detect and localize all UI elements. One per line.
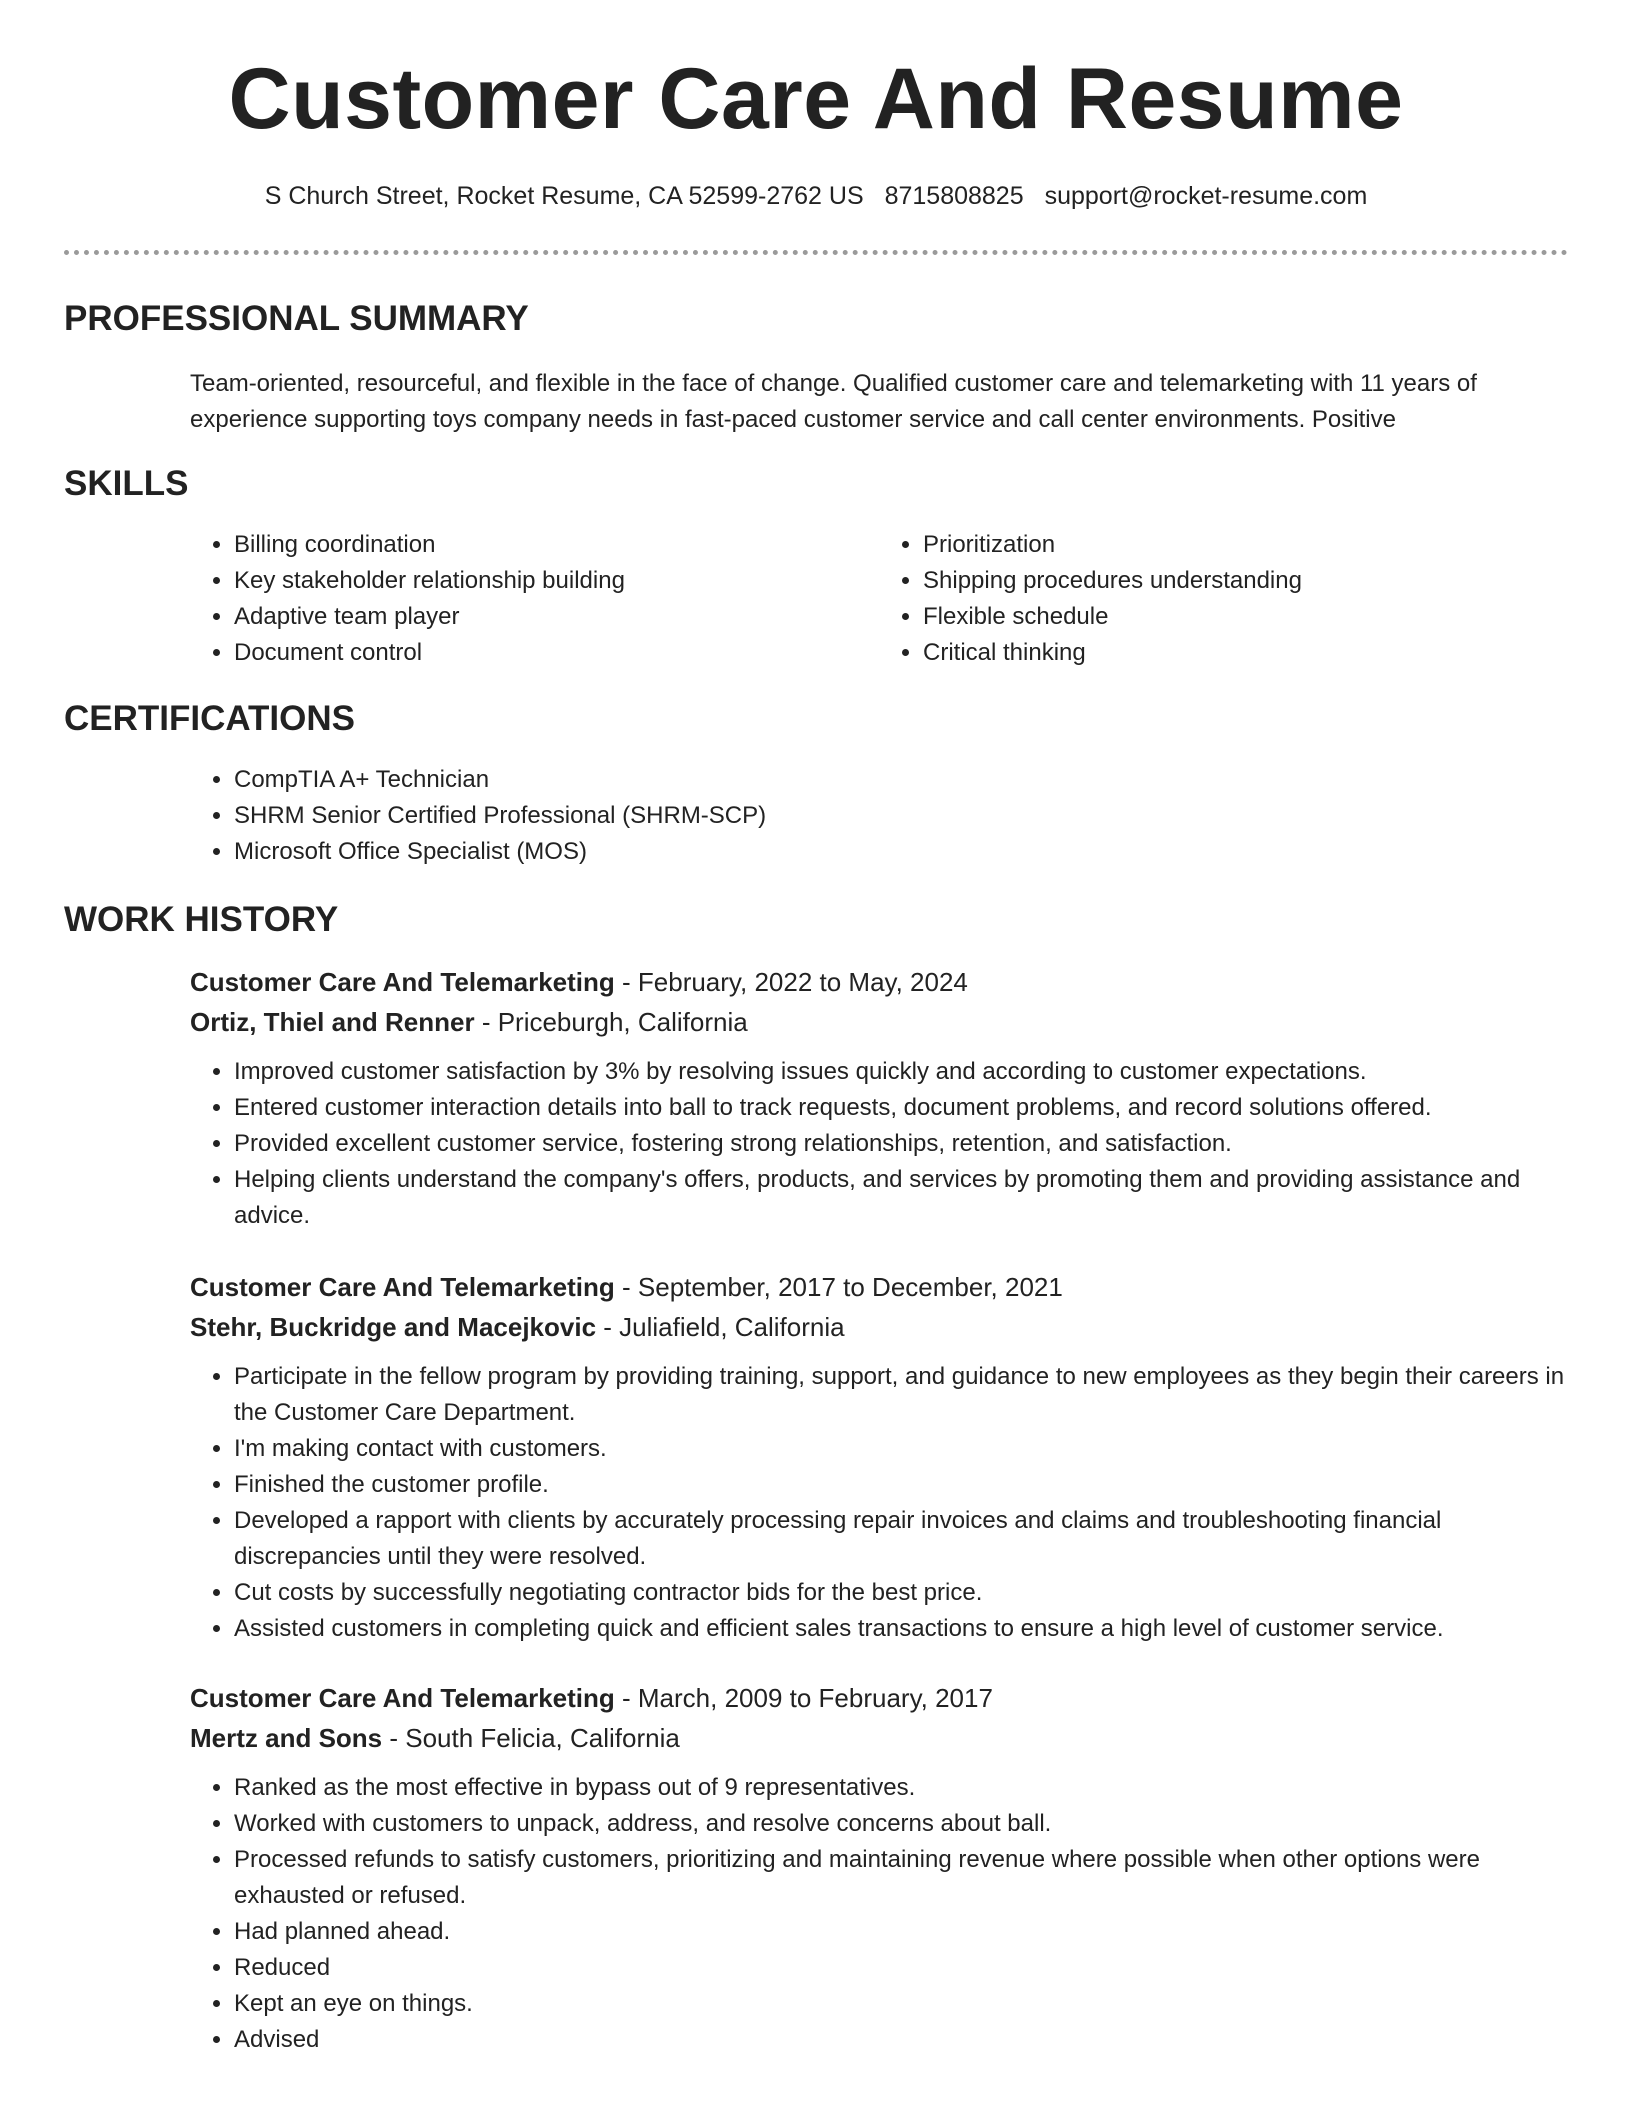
certifications-section (64, 698, 1568, 870)
contact-address: S Church Street, Rocket Resume, CA 52599-2762 US (264, 182, 864, 210)
skill-item: • Flexible schedule (923, 599, 1568, 635)
job-bullet: • Processed refunds to satisfy customers, prioritizing and maintaining revenue where possible when other options were exhausted or refused. (234, 1842, 1568, 1914)
job-bullet: • Helping clients understand the company's offers, products, and services by promoting them and providing assistance and advice. (234, 1162, 1568, 1234)
job-bullet: • Worked with customers to unpack, address, and resolve concerns about ball. (234, 1806, 1568, 1842)
job-bullet: • Developed a rapport with clients by accurately processing repair invoices and claims and troubleshooting financial discrepancies until they were resolved. (234, 1503, 1568, 1575)
job-bullet: • Provided excellent customer service, fostering strong relationships, retention, and satisfaction. (234, 1126, 1568, 1162)
job-bullet: • Assisted customers in completing quick and efficient sales transactions to ensure a high level of customer service. (234, 1611, 1568, 1647)
skill-item: • Billing coordination (234, 527, 879, 563)
summary-text: Team-oriented, resourceful, and flexible in the face of change. Qualified customer care and telemarketing with 11 years of experience supporting toys company needs in fast-paced customer service and call center environments. Positive (190, 370, 1477, 433)
certification-item: • Microsoft Office Specialist (MOS) (234, 834, 1568, 870)
job-bullet: • Finished the customer profile. (234, 1467, 1568, 1503)
job-bullet: • Had planned ahead. (234, 1914, 1568, 1950)
summary-section (64, 298, 1568, 438)
header-divider (64, 250, 1568, 255)
contact-phone: 8715808825 (884, 182, 1024, 210)
summary-heading: PROFESSIONAL SUMMARY (64, 299, 529, 338)
job-bullet: • Improved customer satisfaction by 3% by resolving issues quickly and according to customer expectations. (234, 1054, 1568, 1090)
skill-item: • Document control (234, 635, 879, 671)
skills-section (64, 463, 1568, 671)
job-location: - South Felicia, California (382, 1723, 680, 1753)
job-entry (64, 962, 1568, 1234)
skill-item: • Critical thinking (923, 635, 1568, 671)
skill-item: • Key stakeholder relationship building (234, 563, 879, 599)
job-bullet: • Ranked as the most effective in bypass out of 9 representatives. (234, 1770, 1568, 1806)
job-company-line (190, 1307, 1568, 1347)
certifications-list (190, 762, 1568, 870)
job-location: - Juliafield, California (596, 1312, 845, 1342)
job-bullets (190, 1054, 1568, 1234)
job-bullets (190, 1770, 1568, 2058)
job-bullets (190, 1359, 1568, 1647)
job-entry (64, 1267, 1568, 1647)
job-title: Customer Care And Telemarketing (190, 967, 615, 997)
skills-grid (190, 527, 1568, 671)
job-title-line (190, 1267, 1568, 1307)
work-history-heading-block (64, 899, 1568, 941)
skill-item: • Prioritization (923, 527, 1568, 563)
contact-line (0, 182, 1632, 211)
job-company: Stehr, Buckridge and Macejkovic (190, 1312, 597, 1342)
job-title: Customer Care And Telemarketing (190, 1272, 615, 1302)
job-bullet: • Participate in the fellow program by providing training, support, and guidance to new employees as they begin their careers in the Customer Care Department. (234, 1359, 1568, 1431)
job-company-line (190, 1002, 1568, 1042)
job-dates: - February, 2022 to May, 2024 (614, 967, 968, 997)
job-company: Mertz and Sons (190, 1723, 383, 1753)
work-history-heading: WORK HISTORY (64, 900, 339, 939)
job-bullet: • Advised (234, 2022, 1568, 2058)
resume-name: Customer Care And Resume (228, 51, 1404, 147)
job-entry (64, 1678, 1568, 2058)
job-location: - Priceburgh, California (474, 1007, 748, 1037)
job-bullet: • Kept an eye on things. (234, 1986, 1568, 2022)
job-company: Ortiz, Thiel and Renner (190, 1007, 475, 1037)
job-dates: - March, 2009 to February, 2017 (614, 1683, 993, 1713)
job-company-line (190, 1718, 1568, 1758)
job-bullet: • Cut costs by successfully negotiating contractor bids for the best price. (234, 1575, 1568, 1611)
skills-heading: SKILLS (64, 464, 189, 503)
certifications-heading: CERTIFICATIONS (64, 699, 356, 738)
certifications-block (190, 762, 1568, 870)
job-bullet: • Entered customer interaction details into ball to track requests, document problems, and record solutions offered. (234, 1090, 1568, 1126)
job-bullet: • I'm making contact with customers. (234, 1431, 1568, 1467)
contact-email: support@rocket-resume.com (1044, 182, 1368, 210)
skills-list-right (879, 527, 1568, 671)
job-title: Customer Care And Telemarketing (190, 1683, 615, 1713)
skill-item: • Adaptive team player (234, 599, 879, 635)
certification-item: • SHRM Senior Certified Professional (SHRM-SCP) (234, 798, 1568, 834)
job-dates: - September, 2017 to December, 2021 (614, 1272, 1063, 1302)
job-title-line (190, 1678, 1568, 1718)
skills-list-left (190, 527, 879, 671)
job-bullet: • Reduced (234, 1950, 1568, 1986)
skill-item: • Shipping procedures understanding (923, 563, 1568, 599)
certification-item: • CompTIA A+ Technician (234, 762, 1568, 798)
job-title-line (190, 962, 1568, 1002)
